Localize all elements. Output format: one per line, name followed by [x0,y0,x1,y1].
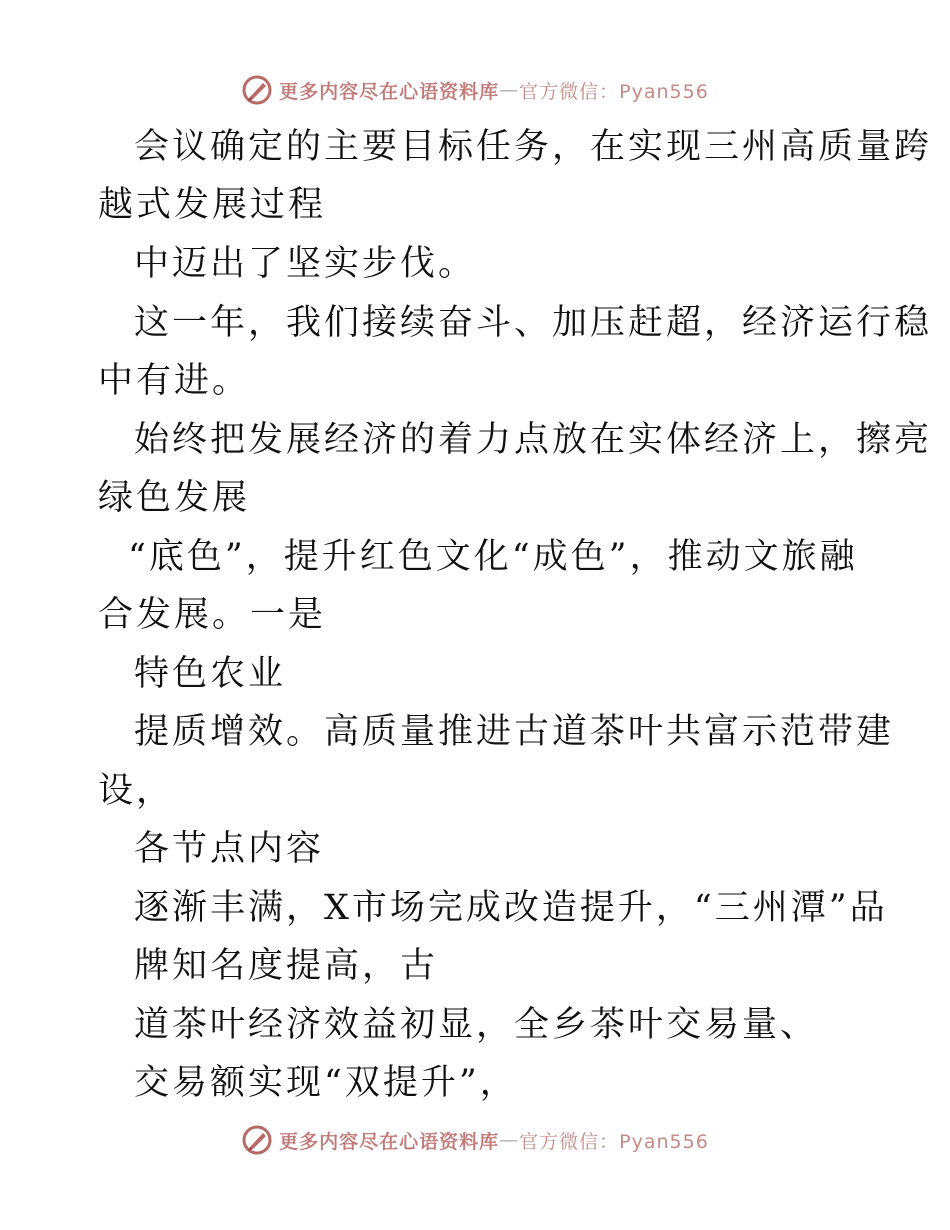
watermark-footer [0,1120,950,1160]
watermark-header [0,70,950,110]
body-line: “底色”，提升红色文化“成色”，推动文旅融 [128,537,858,577]
watermark-main-text: 更多内容尽在心语资料库 [279,80,500,103]
body-line: 交易额实现“双提升”， [134,1063,518,1103]
body-line: 绿色发展 [98,478,251,518]
watermark-dash: — [499,1129,520,1151]
body-line: 设， [98,771,175,811]
body-line: 各节点内容 [134,829,325,869]
watermark-sub-text: 官方微信：Pyan556 [519,1130,709,1153]
body-line: 道茶叶经济效益初显，全乡茶叶交易量、 [134,1005,819,1045]
body-line: 中迈出了坚实步伐。 [134,244,477,284]
watermark-dash: — [499,79,520,101]
watermark-sub-text: 官方微信：Pyan556 [519,80,709,103]
body-line: 合发展。一是 [98,595,327,635]
body-line: 特色农业 [134,654,287,694]
watermark-main-text: 更多内容尽在心语资料库 [279,1130,500,1153]
pen-logo-icon [241,1124,273,1156]
body-line: 逐渐丰满，X市场完成改造提升，“三州潭”品 [134,888,888,928]
pen-logo-icon [241,74,273,106]
body-line: 这一年，我们接续奋斗、加压赶超，经济运行稳 [134,303,933,343]
body-line: 越式发展过程 [98,185,327,225]
body-line: 牌知名度提高，古 [134,946,439,986]
body-line: 提质增效。高质量推进古道茶叶共富示范带建 [134,712,895,752]
body-line: 会议确定的主要目标任务，在实现三州高质量跨 [134,127,933,167]
body-line: 中有进。 [98,361,251,401]
body-line: 始终把发展经济的着力点放在实体经济上，擦亮 [134,420,933,460]
